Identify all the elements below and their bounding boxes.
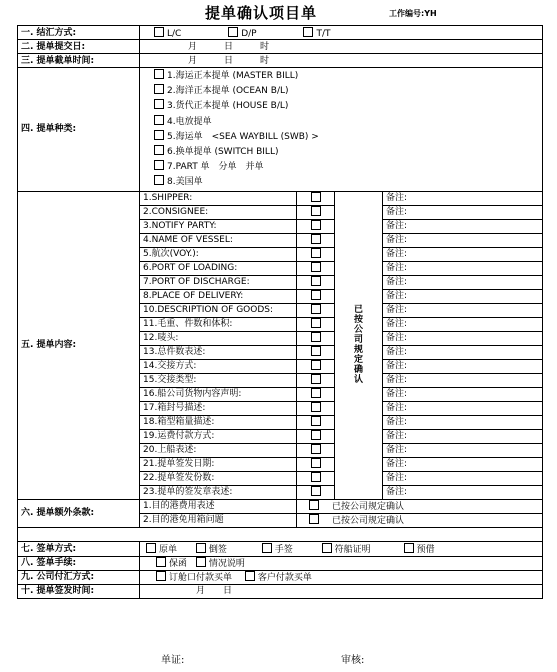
checkbox[interactable] bbox=[311, 472, 321, 482]
checkbox[interactable] bbox=[311, 276, 321, 286]
content-item-label: 8.PLACE OF DELIVERY: bbox=[140, 289, 297, 303]
content-item-label: 10.DESCRIPTION OF GOODS: bbox=[140, 303, 297, 317]
bill-type-list bbox=[140, 68, 543, 192]
content-item-check[interactable] bbox=[297, 373, 335, 387]
content-item-note[interactable]: 备注: bbox=[383, 191, 543, 205]
extra-clause-item: 1.目的港费用表述 bbox=[140, 499, 297, 513]
option-lc[interactable]: L/C bbox=[154, 27, 181, 39]
bill-confirmation-form bbox=[17, 25, 543, 599]
checkbox[interactable] bbox=[311, 206, 321, 216]
checkbox[interactable] bbox=[311, 234, 321, 244]
blank-row bbox=[18, 527, 543, 541]
content-item-note[interactable]: 备注: bbox=[383, 233, 543, 247]
option-manual-sign[interactable]: 手签 bbox=[262, 543, 293, 555]
content-item-check[interactable] bbox=[297, 331, 335, 345]
bill-type-label: 四. 提单种类: bbox=[18, 68, 140, 192]
checkbox[interactable] bbox=[311, 248, 321, 258]
content-item-check[interactable] bbox=[297, 261, 335, 275]
content-item-label: 13.总件数表述: bbox=[140, 345, 297, 359]
maker-signature: 单证: bbox=[161, 655, 185, 666]
content-item-check[interactable] bbox=[297, 289, 335, 303]
option-dp[interactable]: D/P bbox=[228, 27, 256, 39]
content-item-label: 21.提单签发日期: bbox=[140, 457, 297, 471]
checkbox[interactable] bbox=[311, 332, 321, 342]
row-bill-types bbox=[18, 68, 543, 192]
checkbox[interactable] bbox=[196, 557, 206, 567]
content-item-label: 17.箱封号描述: bbox=[140, 401, 297, 415]
submit-date-value[interactable]: 月 日 时 bbox=[140, 40, 543, 54]
checkbox[interactable] bbox=[309, 500, 319, 510]
bill-type-item[interactable]: 2.海洋正本提单 (OCEAN B/L) bbox=[154, 84, 542, 99]
option-guarantee[interactable]: 保函 bbox=[156, 557, 187, 569]
content-item-label: 15.交接类型: bbox=[140, 373, 297, 387]
confirm-char: 定 bbox=[353, 355, 363, 366]
issue-time-label: 十. 提单签发时间: bbox=[18, 584, 140, 598]
content-item-label: 1.SHIPPER: bbox=[140, 191, 297, 205]
checkbox[interactable] bbox=[154, 69, 164, 79]
extra-clause-confirm[interactable]: 已按公司规定确认 bbox=[297, 513, 543, 527]
content-item-note[interactable]: 备注: bbox=[383, 247, 543, 261]
content-item-note[interactable]: 备注: bbox=[383, 345, 543, 359]
content-item-note[interactable]: 备注: bbox=[383, 443, 543, 457]
checkbox[interactable] bbox=[154, 145, 164, 155]
content-item-note[interactable]: 备注: bbox=[383, 401, 543, 415]
content-item-note[interactable]: 备注: bbox=[383, 471, 543, 485]
settlement-options bbox=[140, 26, 543, 40]
row-settlement bbox=[18, 26, 543, 40]
content-item-label: 20.上船表述: bbox=[140, 443, 297, 457]
confirm-char: 规 bbox=[353, 345, 363, 356]
content-item-note[interactable]: 备注: bbox=[383, 485, 543, 499]
content-item-note[interactable]: 备注: bbox=[383, 303, 543, 317]
sign-procedure-options bbox=[140, 556, 543, 570]
bill-type-item[interactable]: 1.海运正本提单 (MASTER BILL) bbox=[154, 69, 542, 84]
checkbox[interactable] bbox=[245, 571, 255, 581]
content-item-note[interactable]: 备注: bbox=[383, 317, 543, 331]
checkbox[interactable] bbox=[146, 543, 156, 553]
content-item-label: 6.PORT OF LOADING: bbox=[140, 261, 297, 275]
content-item-check[interactable] bbox=[297, 359, 335, 373]
checkbox[interactable] bbox=[311, 402, 321, 412]
bill-type-item[interactable]: 7.PART 单 分单 并单 bbox=[154, 160, 542, 175]
checker-signature: 审核: bbox=[341, 655, 365, 666]
confirm-char: 公 bbox=[353, 325, 363, 336]
option-booking-pay[interactable]: 订舱口付款买单 bbox=[156, 571, 232, 583]
content-item-check[interactable] bbox=[297, 275, 335, 289]
content-item-note[interactable]: 备注: bbox=[383, 457, 543, 471]
confirm-char: 司 bbox=[353, 335, 363, 346]
checkbox[interactable] bbox=[154, 84, 164, 94]
checkbox[interactable] bbox=[311, 388, 321, 398]
content-item-label: 22.提单签发份数: bbox=[140, 471, 297, 485]
checkbox[interactable] bbox=[196, 543, 206, 553]
confirm-char: 按 bbox=[353, 315, 363, 326]
checkbox[interactable] bbox=[154, 99, 164, 109]
option-ship-certificate[interactable]: 符船证明 bbox=[322, 543, 371, 555]
cutoff-time-value[interactable]: 月 日 时 bbox=[140, 54, 543, 68]
content-item-check[interactable] bbox=[297, 401, 335, 415]
checkbox[interactable] bbox=[311, 262, 321, 272]
content-item-check[interactable] bbox=[297, 303, 335, 317]
bill-content-label: 五. 提单内容: bbox=[18, 191, 140, 499]
extra-clause-label: 六. 提单额外条款: bbox=[18, 499, 140, 527]
checkbox[interactable] bbox=[322, 543, 332, 553]
content-item-check[interactable] bbox=[297, 429, 335, 443]
checkbox[interactable] bbox=[154, 115, 164, 125]
content-item-label: 4.NAME OF VESSEL: bbox=[140, 233, 297, 247]
checkbox[interactable] bbox=[311, 416, 321, 426]
work-number: 工作编号:YH bbox=[389, 9, 437, 18]
confirm-char: 认 bbox=[353, 375, 363, 386]
content-item-note[interactable]: 备注: bbox=[383, 415, 543, 429]
checkbox[interactable] bbox=[311, 290, 321, 300]
option-backdate[interactable]: 倒签 bbox=[196, 543, 227, 555]
row-submit-date bbox=[18, 40, 543, 54]
content-item-label: 2.CONSIGNEE: bbox=[140, 205, 297, 219]
option-original[interactable]: 原单 bbox=[146, 543, 177, 555]
checkbox[interactable] bbox=[303, 27, 313, 37]
content-item-note[interactable]: 备注: bbox=[383, 429, 543, 443]
row-issue-time bbox=[18, 584, 543, 598]
content-item-label: 3.NOTIFY PARTY: bbox=[140, 219, 297, 233]
content-item-check[interactable] bbox=[297, 247, 335, 261]
checkbox[interactable] bbox=[311, 318, 321, 328]
row-extra-clause-1 bbox=[18, 499, 543, 513]
bill-type-item[interactable]: 6.换单提单 (SWITCH BILL) bbox=[154, 145, 542, 160]
sign-method-options bbox=[140, 541, 543, 556]
content-item-label: 19.运费付款方式: bbox=[140, 429, 297, 443]
option-customer-pay[interactable]: 客户付款买单 bbox=[245, 571, 312, 583]
row-payment-method bbox=[18, 570, 543, 584]
bill-content-section bbox=[18, 191, 543, 499]
checkbox[interactable] bbox=[154, 27, 164, 37]
content-item-check[interactable] bbox=[297, 219, 335, 233]
extra-clause-item: 2.目的港免用箱问题 bbox=[140, 513, 297, 527]
content-item-check[interactable] bbox=[297, 485, 335, 499]
checkbox[interactable] bbox=[311, 220, 321, 230]
content-item-check[interactable] bbox=[297, 317, 335, 331]
content-item-check[interactable] bbox=[297, 415, 335, 429]
checkbox[interactable] bbox=[311, 486, 321, 496]
content-item-note[interactable]: 备注: bbox=[383, 261, 543, 275]
checkbox[interactable] bbox=[311, 444, 321, 454]
content-item-label: 5.航次(VOY.): bbox=[140, 247, 297, 261]
content-item-check[interactable] bbox=[297, 471, 335, 485]
content-item-note[interactable]: 备注: bbox=[383, 359, 543, 373]
content-item-note[interactable]: 备注: bbox=[383, 387, 543, 401]
checkbox[interactable] bbox=[311, 304, 321, 314]
bill-type-item[interactable]: 5.海运单 <SEA WAYBILL (SWB) > bbox=[154, 130, 542, 145]
content-item-check[interactable] bbox=[297, 233, 335, 247]
content-item-note[interactable]: 备注: bbox=[383, 373, 543, 387]
content-item-label: 14.交接方式: bbox=[140, 359, 297, 373]
checkbox[interactable] bbox=[156, 571, 166, 581]
sign-method-label: 七. 签单方式: bbox=[18, 541, 140, 556]
bill-type-item[interactable]: 3.货代正本提单 (HOUSE B/L) bbox=[154, 99, 542, 114]
checkbox[interactable] bbox=[311, 192, 321, 202]
checkbox[interactable] bbox=[154, 160, 164, 170]
content-item-label: 11.毛重、件数和体积: bbox=[140, 317, 297, 331]
option-tt[interactable]: T/T bbox=[303, 27, 330, 39]
checkbox[interactable] bbox=[404, 543, 414, 553]
checkbox[interactable] bbox=[311, 458, 321, 468]
checkbox[interactable] bbox=[311, 346, 321, 356]
checkbox[interactable] bbox=[311, 374, 321, 384]
issue-time-value[interactable]: 月 日 bbox=[140, 584, 543, 598]
checkbox[interactable] bbox=[154, 175, 164, 185]
payment-method-options bbox=[140, 570, 543, 584]
content-item-label: 16.船公司货物内容声明: bbox=[140, 387, 297, 401]
cutoff-time-label: 三. 提单截单时间: bbox=[18, 54, 140, 68]
row-cutoff-time bbox=[18, 54, 543, 68]
confirm-char: 已 bbox=[353, 305, 363, 316]
content-item-note[interactable]: 备注: bbox=[383, 289, 543, 303]
settlement-label: 一. 结汇方式: bbox=[18, 26, 140, 40]
checkbox[interactable] bbox=[154, 130, 164, 140]
checkbox[interactable] bbox=[311, 360, 321, 370]
form-title: 提单确认项目单 bbox=[205, 4, 318, 22]
confirmed-by-rules bbox=[335, 191, 383, 499]
sign-procedure-label: 八. 签单手续: bbox=[18, 556, 140, 570]
content-item-check[interactable] bbox=[297, 205, 335, 219]
option-advance[interactable]: 预借 bbox=[404, 543, 435, 555]
submit-date-label: 二. 提单提交日: bbox=[18, 40, 140, 54]
content-item-label: 7.PORT OF DISCHARGE: bbox=[140, 275, 297, 289]
content-item-check[interactable] bbox=[297, 443, 335, 457]
content-item-label: 18.箱型箱量描述: bbox=[140, 415, 297, 429]
content-item-note[interactable]: 备注: bbox=[383, 275, 543, 289]
content-item-label: 23.提单的签发章表述: bbox=[140, 485, 297, 499]
content-row bbox=[18, 191, 543, 205]
row-blank bbox=[18, 527, 543, 541]
row-sign-method bbox=[18, 541, 543, 556]
content-item-label: 12.唛头: bbox=[140, 331, 297, 345]
checkbox[interactable] bbox=[228, 27, 238, 37]
checkbox[interactable] bbox=[311, 430, 321, 440]
payment-method-label: 九. 公司付汇方式: bbox=[18, 570, 140, 584]
confirmed-text bbox=[335, 305, 382, 385]
extra-clause-confirm[interactable]: 已按公司规定确认 bbox=[297, 499, 543, 513]
checkbox[interactable] bbox=[309, 514, 319, 524]
option-explanation[interactable]: 情况说明 bbox=[196, 557, 245, 569]
row-sign-procedure bbox=[18, 556, 543, 570]
content-item-note[interactable]: 备注: bbox=[383, 205, 543, 219]
content-item-note[interactable]: 备注: bbox=[383, 219, 543, 233]
content-item-check[interactable] bbox=[297, 345, 335, 359]
checkbox[interactable] bbox=[262, 543, 272, 553]
confirm-char: 确 bbox=[353, 365, 363, 376]
content-item-check[interactable] bbox=[297, 457, 335, 471]
bill-type-item[interactable]: 8.美国单 bbox=[154, 175, 542, 190]
content-item-check[interactable] bbox=[297, 387, 335, 401]
checkbox[interactable] bbox=[156, 557, 166, 567]
content-item-check[interactable] bbox=[297, 191, 335, 205]
content-item-note[interactable]: 备注: bbox=[383, 331, 543, 345]
bill-type-item[interactable]: 4.电放提单 bbox=[154, 115, 542, 130]
